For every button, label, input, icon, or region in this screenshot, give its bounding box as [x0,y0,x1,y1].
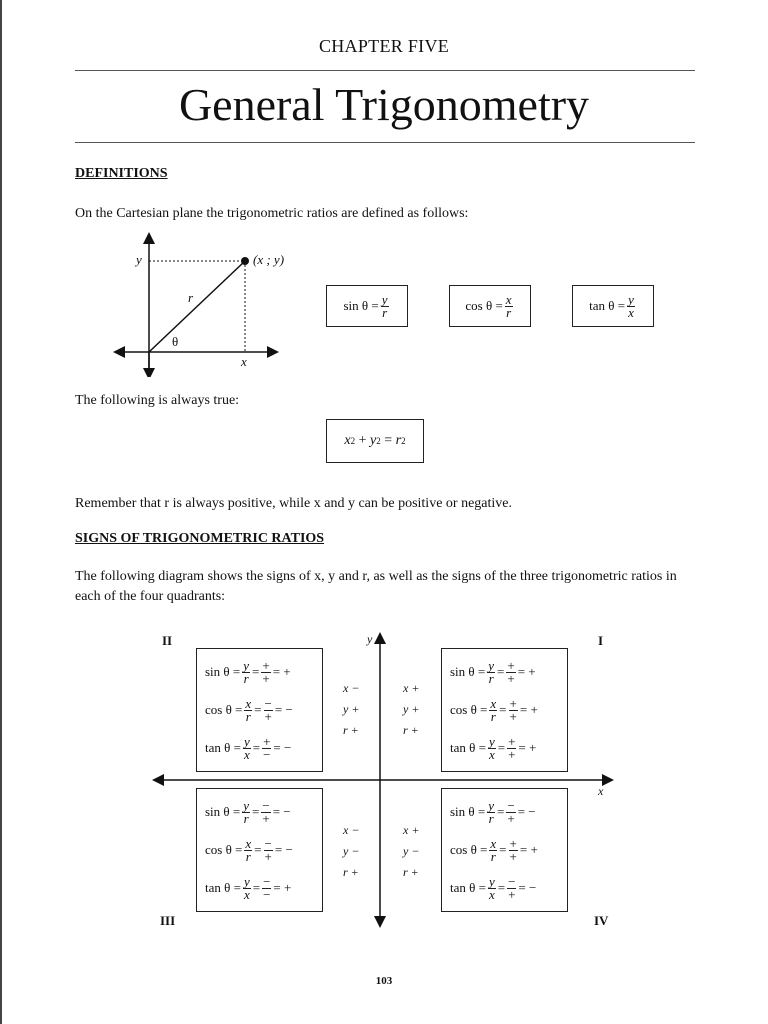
signs-heading: SIGNS OF TRIGONOMETRIC RATIOS [75,531,325,546]
diagram-theta-label: θ [172,334,179,349]
axis-y-label: y [367,632,373,646]
sin-definition-box: sin θ = $\frac{y}{r}$ [326,285,408,327]
quadrant-label-iii: III [160,913,176,928]
q3-sin-row: sin θ = $\frac{y}{r}$ = $\frac{-}{+}$ = − [205,797,291,826]
diagram-r-label: r [188,290,194,305]
top-rule [75,70,695,71]
quadrant-label-ii: II [162,633,173,648]
pythagorean-identity-box: x 2 + y 2 = r 2 [326,419,424,463]
signs-intro: The following diagram shows the signs of x, y and r, as well as the signs of the three trigonometric ratios in each of the four quadrants: [75,569,677,604]
q1-cos-row: cos θ = $\frac{x}{r}$ = $\frac{+}{+}$ = + [450,695,538,724]
remember-text: Remember that r is always positive, while x and y can be positive or negative. [75,496,512,511]
always-true-text: The following is always true: [75,393,240,408]
page-title: General Trigonometry [178,79,590,130]
quadrant-i-box [441,648,568,772]
q1-sin-row: sin θ = $\frac{y}{r}$ = $\frac{+}{+}$ = + [450,657,536,686]
definitions-heading: DEFINITIONS [75,166,168,181]
cos-definition-box: cos θ = $\frac{x}{r}$ [449,285,531,327]
page-edge [0,0,2,1024]
q4-sin-row: sin θ = $\frac{y}{r}$ = $\frac{-}{+}$ = − [450,797,536,826]
q3-tan-row: tan θ = $\frac{y}{x}$ = $\frac{-}{-}$ = + [205,873,292,902]
q1-tan-row: tan θ = $\frac{y}{x}$ = $\frac{+}{+}$ = + [450,733,537,762]
quadrant-iv-signs: x + y − r + [403,823,420,879]
title-rule [75,142,695,143]
quadrant-ii-signs: x − y + r + [343,681,360,737]
q2-sin-row: sin θ = $\frac{y}{r}$ = $\frac{+}{+}$ = + [205,657,291,686]
diagram-x-label: x [241,354,247,369]
q3-cos-row: cos θ = $\frac{x}{r}$ = $\frac{-}{+}$ = − [205,835,293,864]
quadrant-label-iv: IV [594,913,609,928]
q4-tan-row: tan θ = $\frac{y}{x}$ = $\frac{-}{+}$ = − [450,873,537,902]
definitions-intro: On the Cartesian plane the trigonometric ratios are defined as follows: [75,206,469,221]
tan-definition-box: tan θ = $\frac{y}{x}$ [572,285,654,327]
quadrant-iii-signs: x − y − r + [343,823,360,879]
page-number: 103 [375,975,393,987]
q4-cos-row: cos θ = $\frac{x}{r}$ = $\frac{+}{+}$ = + [450,835,538,864]
quadrant-ii-box [196,648,323,772]
chapter-label: CHAPTER FIVE [318,36,450,56]
quadrant-iv-box [441,788,568,912]
diagram-point-label: (x ; y) [253,252,285,267]
quadrant-label-i: I [598,633,604,648]
diagram-y-label: y [136,252,142,267]
quadrant-i-signs: x + y + r + [403,681,420,737]
q2-cos-row: cos θ = $\frac{x}{r}$ = $\frac{-}{+}$ = − [205,695,293,724]
quadrant-iii-box [196,788,323,912]
q2-tan-row: tan θ = $\frac{y}{x}$ = $\frac{+}{-}$ = − [205,733,292,762]
axis-x-label: x [598,784,604,798]
